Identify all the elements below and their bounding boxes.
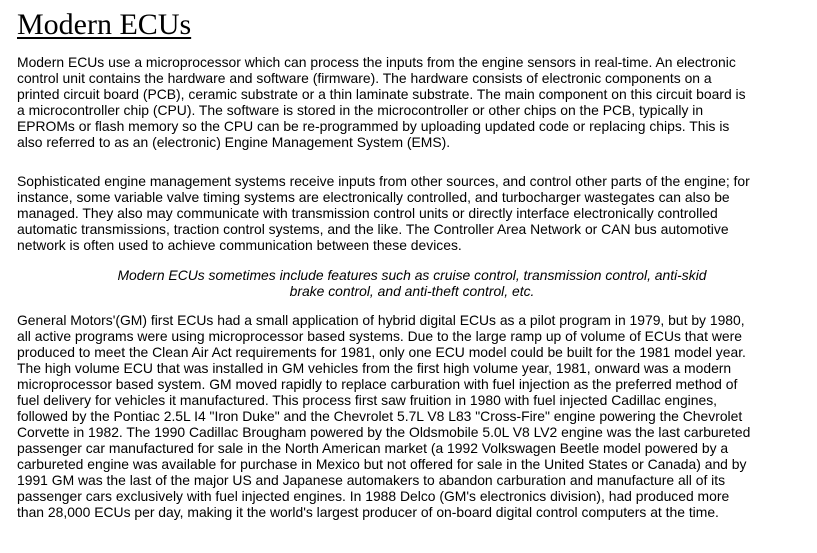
text-line: fuel delivery for vehicles it manufactured. This process first saw fruition in 1980 with fuel injected Cadillac engines,: [17, 392, 718, 408]
text-line: General Motors'(GM) first ECUs had a small application of hybrid digital ECUs as a pilot program in 1979, but by 1980,: [17, 312, 745, 328]
paragraph-ecu-overview: [17, 54, 807, 150]
text-line: followed by the Pontiac 2.5L I4 "Iron Duke" and the Chevrolet 5.7L V8 L83 "Cross-Fire" engine powering the Chevrolet: [17, 408, 743, 424]
text-line: Modern ECUs use a microprocessor which can process the inputs from the engine sensors in real-time. An electronic: [17, 54, 736, 70]
text-line: managed. They also may communicate with transmission control units or directly interface electronically controlled: [17, 205, 718, 221]
text-line: carbureted engine was available for purchase in Mexico but not offered for sale in the United States or Canada) and by: [17, 456, 747, 472]
text-line: also referred to as an (electronic) Engine Management System (EMS).: [17, 134, 451, 150]
text-line: instance, some variable valve timing systems are electronically controlled, and turbocharger wastegates can also be: [17, 189, 730, 205]
quote-line: Modern ECUs sometimes include features such as cruise control, transmission control, anti-skid: [117, 267, 707, 283]
text-line: all active programs were using microprocessor based systems. Due to the large ramp up of volume of ECUs that were: [17, 328, 742, 344]
quote-line: brake control, and anti-theft control, etc.: [289, 283, 535, 299]
text-line: network is often used to achieve communication between these devices.: [17, 237, 462, 253]
text-line: microprocessor based system. GM moved rapidly to replace carburation with fuel injection as the preferred method of: [17, 376, 738, 392]
quote-features: [17, 267, 807, 299]
text-line: Sophisticated engine management systems receive inputs from other sources, and control other parts of the engine; for: [17, 173, 750, 189]
text-line: passenger car manufactured for sale in the North American market (a 1992 Volkswagen Beetle model powered by a: [17, 440, 729, 456]
text-line: produced to meet the Clean Air Act requirements for 1981, only one ECU model could be built for the 1981 model year.: [17, 344, 746, 360]
paragraph-engine-management: [17, 173, 807, 253]
text-line: Corvette in 1982. The 1990 Cadillac Brougham powered by the Oldsmobile 5.0L V8 LV2 engine was the last carbureted: [17, 424, 751, 440]
text-line: 1991 GM was the last of the major US and Japanese automakers to abandon carburation and manufacture all of its: [17, 472, 726, 488]
text-line: passenger cars exclusively with fuel injected engines. In 1988 Delco (GM's electronics division), had produced more: [17, 488, 730, 504]
text-line: control unit contains the hardware and software (firmware). The hardware consists of electronic components on a: [17, 70, 712, 86]
paragraph-gm-history: [17, 312, 807, 520]
text-line: a microcontroller chip (CPU). The software is stored in the microcontroller or other chips on the PCB, typically in: [17, 102, 704, 118]
text-line: printed circuit board (PCB), ceramic substrate or a thin laminate substrate. The main component on this circuit board is: [17, 86, 746, 102]
text-line: than 28,000 ECUs per day, making it the world's largest producer of on-board digital control computers at the time.: [17, 504, 719, 520]
text-line: The high volume ECU that was installed in GM vehicles from the first high volume year, 1981, onward was a modern: [17, 360, 732, 376]
page-title: Modern ECUs: [17, 8, 192, 41]
text-line: automatic transmissions, traction control systems, and the like. The Controller Area Network or CAN bus automotive: [17, 221, 729, 237]
text-line: EPROMs or flash memory so the CPU can be re-programmed by uploading updated code or replacing chips. This is: [17, 118, 730, 134]
